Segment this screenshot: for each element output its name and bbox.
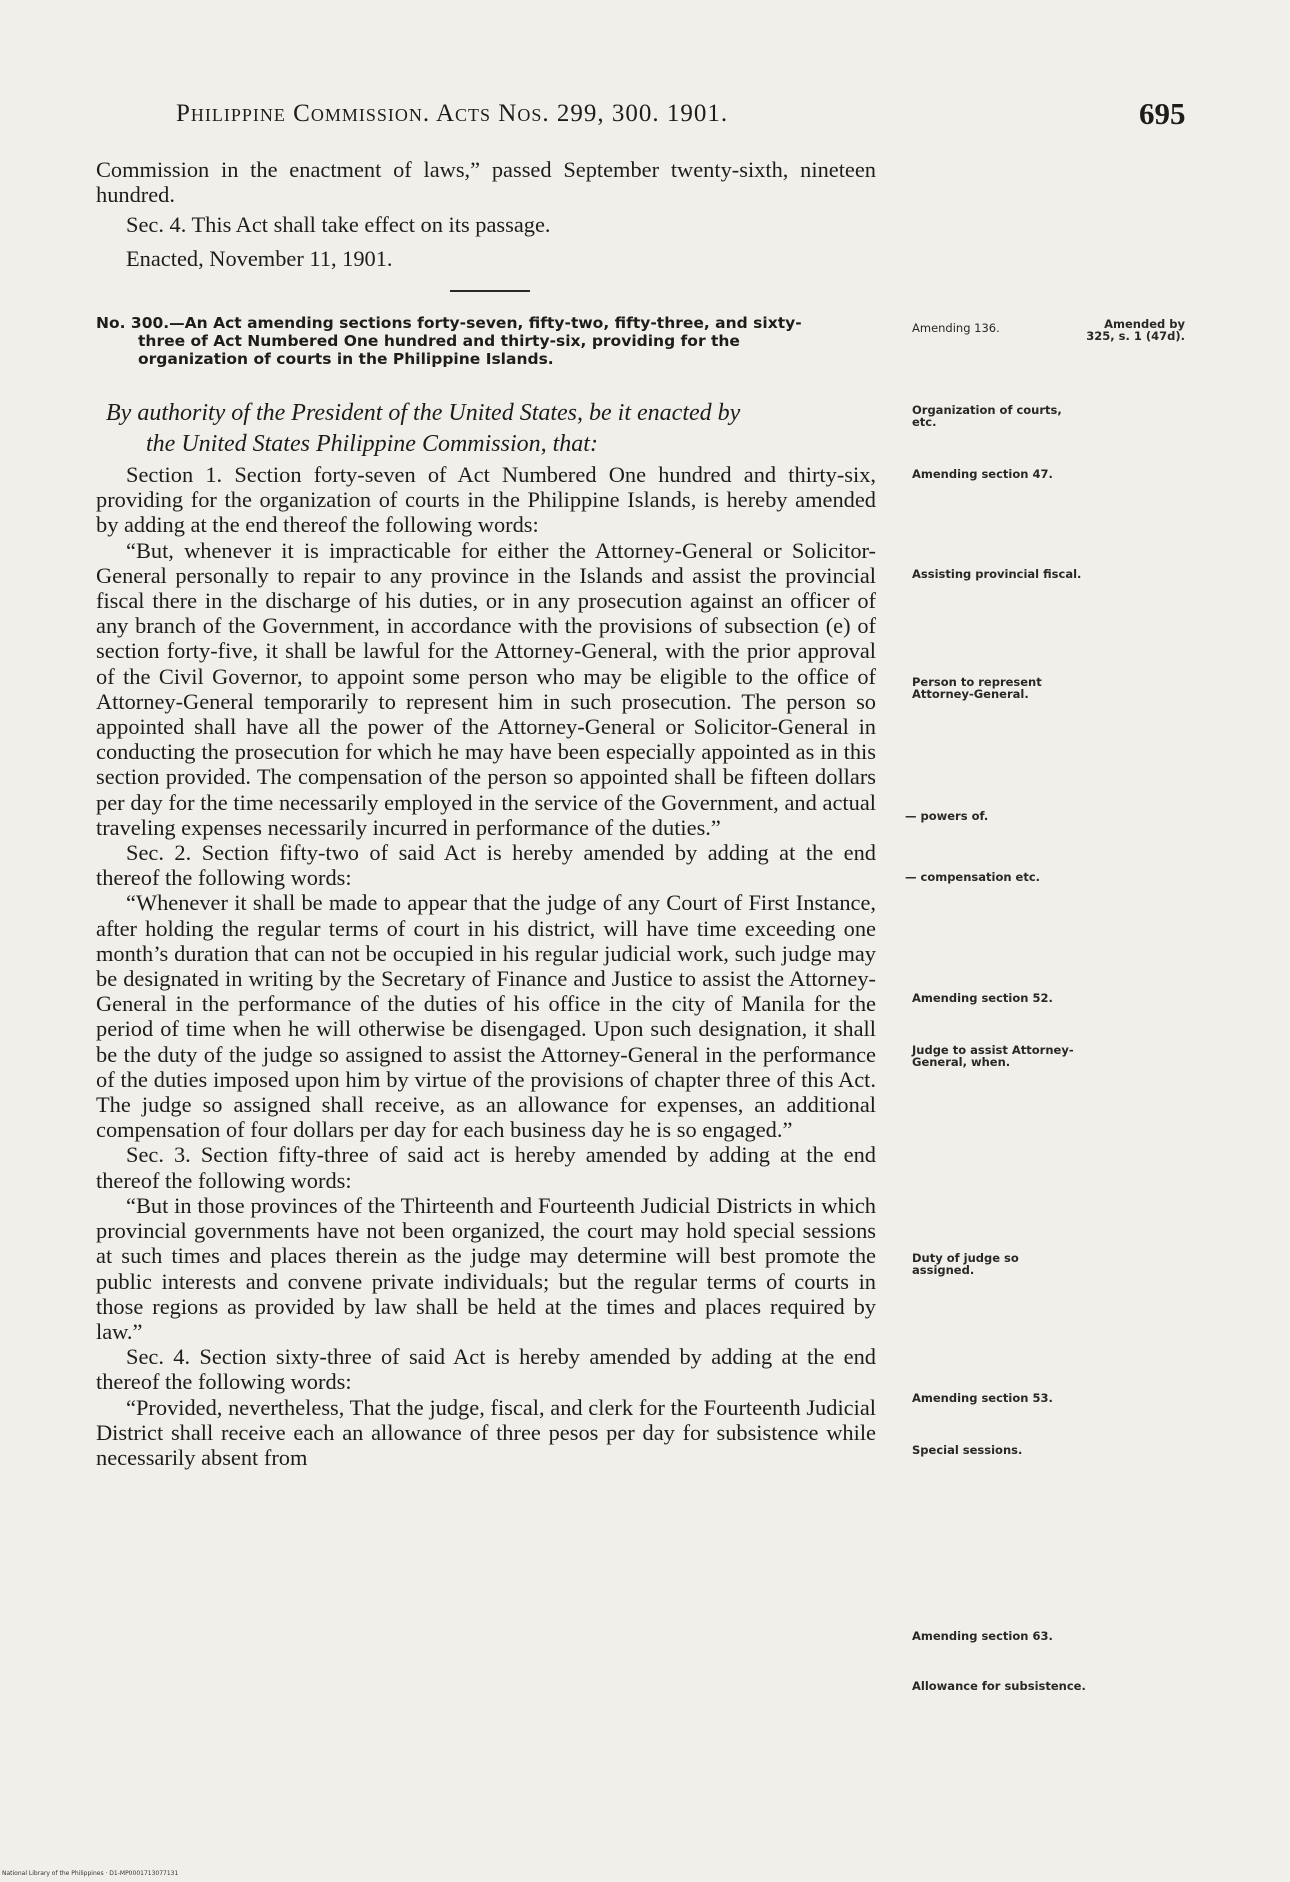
paragraph-quote-63: “Provided, nevertheless, That the judge, fiscal, and clerk for the Fourteenth Judicial District shall receive each an allowance of three pesos per day for subsistence while necessarily absent from bbox=[96, 1394, 876, 1470]
margin-note: Allowance for subsistence. bbox=[912, 1679, 1086, 1693]
enacted-date: Enacted, November 11, 1901. bbox=[126, 245, 393, 271]
margin-note: Judge to assist Attorney-General, when. bbox=[912, 1043, 1074, 1069]
paragraph-quote-53: “But in those provinces of the Thirteenth and Fourteenth Judicial Districts in which provincial governments have not been organized, the court may hold special sessions at such times and places therein as the judge may determine will best promote the public interests and convene private individuals; but the regular terms of courts in those regions as provided by law shall be held at the times and places required by law.” bbox=[96, 1192, 876, 1344]
margin-note: Assisting provincial fiscal. bbox=[912, 567, 1082, 581]
running-title: Philippine Commission. Acts Nos. 299, 300. 1901. bbox=[176, 100, 729, 127]
paragraph-section-3: Sec. 3. Section fifty-three of said act is hereby amended by adding at the end thereof the following words: bbox=[96, 1142, 876, 1193]
paragraph-sec4-effect: Sec. 4. This Act shall take effect on its passage. bbox=[126, 212, 551, 238]
paragraph-section-1: Section 1. Section forty-seven of Act Numbered One hundred and thirty-six, providing for the organization of courts in the Philippine Islands, is hereby amended by adding at the end thereof the following words: bbox=[96, 462, 876, 538]
body-text bbox=[96, 462, 876, 1470]
margin-note: Amending section 53. bbox=[912, 1391, 1053, 1405]
top-text-block bbox=[96, 157, 876, 271]
margin-note: Person to represent Attorney-General. bbox=[912, 675, 1042, 701]
paragraph-quote-47: “But, whenever it is impracticable for either the Attorney-General or Solicitor-General personally to repair to any province in the Islands and assist the provincial fiscal there in the discharge of his duties, or in any prosecution against an officer of any branch of the Government, in accordance with the provisions of subsection (e) of section forty-five, it shall be lawful for the Attorney-General, with the prior approval of the Civil Governor, to appoint some person who may be eligible to the office of Attorney-General temporarily to represent him in such prosecution. The person so appointed shall have all the power of the Attorney-General or Solicitor-General in conducting the prosecution for which he may have been especially appointed as in this section provided. The compensation of the person so appointed shall be fifteen dollars per day for the time necessarily employed in the service of the Government, and actual traveling expenses necessarily incurred in performance of the duties.” bbox=[96, 537, 876, 840]
enacting-clause bbox=[106, 398, 896, 460]
paragraph-carryover: Commission in the enactment of laws,” passed September twenty-sixth, nineteen hundred. bbox=[96, 157, 876, 208]
margin-note: Duty of judge so assigned. bbox=[912, 1251, 1019, 1277]
margin-note: Amending 136. bbox=[912, 321, 1000, 335]
margin-note: Amending section 47. bbox=[912, 467, 1053, 481]
paragraph-section-4: Sec. 4. Section sixty-three of said Act is hereby amended by adding at the end thereof the following words: bbox=[96, 1344, 876, 1395]
paragraph-section-2: Sec. 2. Section fifty-two of said Act is hereby amended by adding at the end thereof the following words: bbox=[96, 840, 876, 891]
section-divider bbox=[450, 290, 530, 292]
margin-note: Special sessions. bbox=[912, 1443, 1023, 1457]
margin-note: — powers of. bbox=[905, 809, 989, 823]
page-number: 695 bbox=[1139, 96, 1186, 131]
margin-note: Amended by 325, s. 1 (47d). bbox=[1086, 317, 1185, 343]
act-title bbox=[96, 314, 876, 368]
library-footer: National Library of the Philippines · D1-MP0001713077131 bbox=[2, 1870, 179, 1877]
paragraph-quote-52: “Whenever it shall be made to appear that the judge of any Court of First Instance, after holding the regular terms of court in his district, will have time exceeding one month’s duration that can not be occupied in his regular judicial work, such judge may be designated in writing by the Secretary of Finance and Justice to assist the Attorney-General in the performance of the duties of his office in the city of Manila for the period of time when he will otherwise be disengaged. Upon such designation, it shall be the duty of the judge so assigned to assist the Attorney-General in the performance of the duties imposed upon him by virtue of the provisions of chapter three of this Act. The judge so assigned shall receive, as an allowance for expenses, an additional compensation of four dollars per day for each business day he is so engaged.” bbox=[96, 890, 876, 1143]
act-title-line: three of Act Numbered One hundred and thirty-six, providing for the bbox=[138, 332, 740, 350]
margin-note: Organization of courts, etc. bbox=[912, 403, 1062, 429]
act-title-line: organization of courts in the Philippine Islands. bbox=[138, 350, 554, 368]
margin-note: — compensation etc. bbox=[905, 870, 1041, 884]
margin-note: Amending section 63. bbox=[912, 1629, 1053, 1643]
act-title-line: No. 300.—An Act amending sections forty-seven, fifty-two, fifty-three, and sixty- bbox=[96, 314, 802, 332]
enacting-clause-line: the United States Philippine Commission, that: bbox=[146, 431, 598, 457]
margin-note: Amending section 52. bbox=[912, 991, 1053, 1005]
enacting-clause-line: By authority of the President of the United States, be it enacted by bbox=[106, 400, 741, 426]
